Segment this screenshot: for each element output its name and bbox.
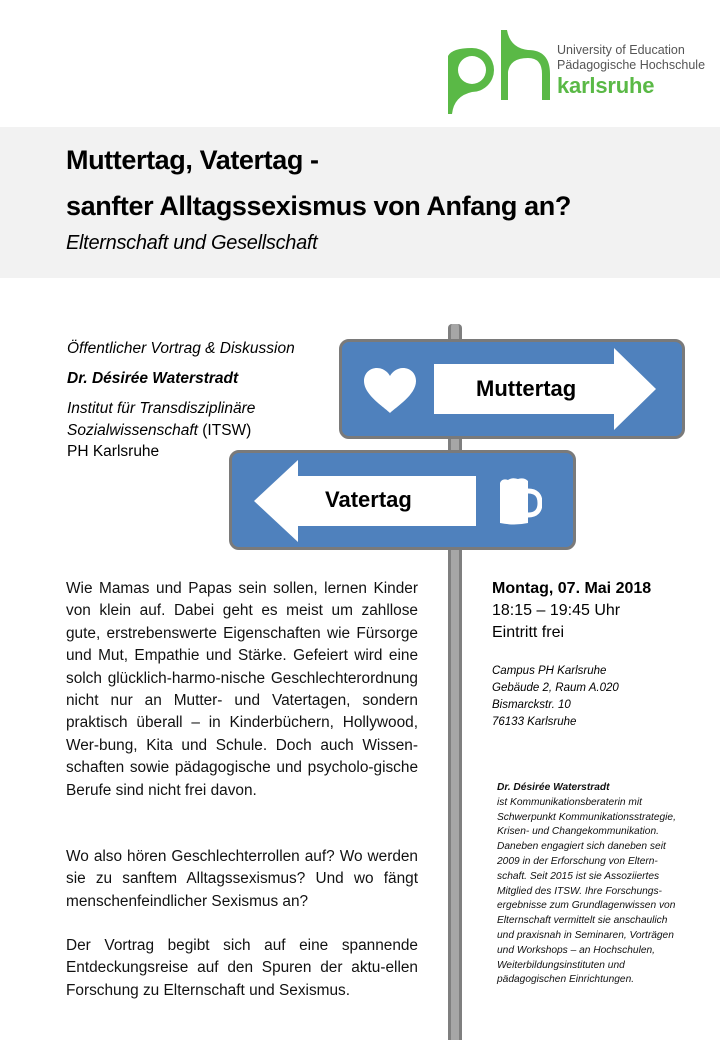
muttertag-label: Muttertag — [476, 376, 577, 401]
address-line: Bismarckstr. 10 — [492, 699, 571, 711]
vatertag-sign — [229, 450, 576, 550]
speaker-name: Dr. Désirée Waterstradt — [67, 370, 239, 387]
bio-line: pädagogischen Einrichtungen. — [497, 974, 635, 986]
address-line: Gebäude 2, Raum A.020 — [492, 682, 619, 694]
body-paragraph-2: Wo also hören Geschlechterrollen auf? Wo werden sie zu sanftem Alltagssexismus? Und wo fängt menschenfeindlicher Sexismus an? — [66, 848, 418, 910]
logo-city: karlsruhe — [557, 73, 655, 98]
title-line-1: Muttertag, Vatertag - — [66, 145, 319, 175]
bio-name: Dr. Désirée Waterstradt — [497, 782, 610, 793]
bio-line: Elternschaft vermittelt sie anschaulich — [497, 915, 668, 927]
event-date: Montag, 07. Mai 2018 — [492, 580, 652, 597]
heart-icon — [362, 367, 418, 415]
institute-line-2 — [67, 420, 251, 441]
bio-line: und Workshops – an Hochschulen, — [497, 944, 655, 956]
event-type: Öffentlicher Vortrag & Diskussion — [67, 340, 295, 357]
bio-line: ergebnisse zum Grundlagenwissen von — [497, 900, 676, 912]
bio-line: Daneben engagiert sich daneben seit — [497, 841, 666, 853]
title-line-2: sanfter Alltagssexismus von Anfang an? — [66, 191, 571, 221]
institute-abbrev: (ITSW) — [197, 422, 252, 439]
institute-line-1: Institut für Transdisziplinäre — [67, 400, 256, 417]
bio-line: schaft. Seit 2015 ist sie Assoziiertes — [497, 870, 660, 882]
bio-line: und praxisnah in Seminaren, Vorträgen — [497, 929, 674, 941]
body-paragraph-3: Der Vortrag begibt sich auf eine spannende Entdeckungsreise auf den Spuren der aktu-ellen Forschung zu Elternschaft und Sexismus. — [66, 937, 418, 999]
vatertag-label: Vatertag — [325, 487, 412, 512]
subtitle: Elternschaft und Gesellschaft — [66, 232, 318, 254]
event-entry: Eintritt frei — [492, 624, 565, 641]
bio-line: Mitglied des ITSW. Ihre Forschungs- — [497, 885, 662, 897]
bio-line: ist Kommunikationsberaterin mit — [497, 796, 642, 808]
institute-line-3: PH Karlsruhe — [67, 443, 160, 460]
beer-mug-icon — [496, 477, 542, 527]
bio-line: Krisen- und Changekommunikation. — [497, 826, 659, 838]
address-line: Campus PH Karlsruhe — [492, 665, 607, 677]
body-paragraph-1: Wie Mamas und Papas sein sollen, lernen Kinder von klein auf. Dabei geht es meist um zahllose gute, erstrebenswerte Eigenschaften wie Fürsorge und Mut, Empathie und Stärke. Gefeiert wird eine solch glücklich-harmo-nische Geschlechterordnung nicht nur an Mutter- und Vatertagen, sondern praktisch überall – in Kinderbüchern, Hollywood, Wer-bung, Kita und Schule. Doch auch Wissen-schaften sowie pädagogische und psycholo-gische Berufe sind nicht frei davon. — [66, 580, 418, 799]
bio-line: 2009 in der Erforschung von Eltern- — [497, 855, 658, 867]
institute-name-italic: Sozialwissenschaft — [67, 422, 198, 439]
event-time: 18:15 – 19:45 Uhr — [492, 602, 621, 619]
bio-line: Schwerpunkt Kommunikationsstrategie, — [497, 811, 676, 823]
logo-line-hochschule: Pädagogische Hochschule — [557, 58, 706, 72]
ph-logo-mark — [444, 26, 554, 116]
address-line: 76133 Karlsruhe — [492, 716, 577, 728]
muttertag-sign — [339, 339, 685, 439]
bio-line: Weiterbildungsinstituten und — [497, 959, 625, 971]
speaker-bio — [497, 781, 717, 988]
logo-line-university: University of Education — [557, 43, 685, 57]
